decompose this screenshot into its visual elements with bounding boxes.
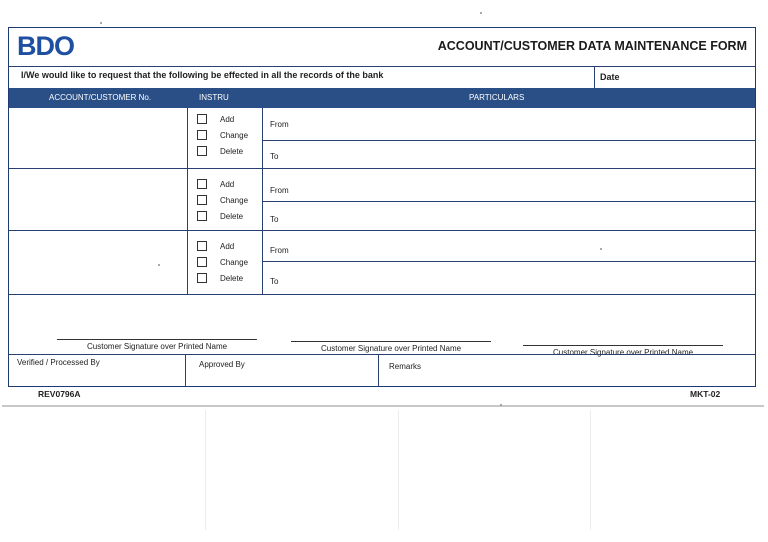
scan-speck [100, 22, 102, 24]
from-label: From [270, 120, 289, 129]
paper-fold [590, 410, 591, 530]
from-label: From [270, 186, 289, 195]
scan-speck [600, 248, 602, 250]
delete-label: Delete [220, 274, 244, 283]
signature-caption: Customer Signature over Printed Name [87, 342, 228, 351]
divider [9, 294, 755, 295]
approved-field[interactable] [189, 370, 374, 384]
delete-label: Delete [220, 212, 244, 221]
paper-edge [2, 405, 764, 407]
column-header-bar [9, 88, 755, 108]
add-checkbox[interactable] [197, 241, 207, 251]
scan-speck [480, 12, 482, 14]
scan-speck [158, 264, 160, 266]
account-number-field[interactable] [13, 172, 183, 226]
date-label: Date [600, 72, 620, 82]
add-label: Add [220, 242, 235, 251]
divider [262, 261, 755, 262]
bdo-logo: BDO [17, 31, 74, 61]
change-checkbox[interactable] [197, 257, 207, 267]
divider [9, 168, 755, 169]
from-field[interactable] [299, 112, 749, 138]
change-checkbox[interactable] [197, 195, 207, 205]
form-title: ACCOUNT/CUSTOMER DATA MAINTENANCE FORM [437, 39, 747, 53]
column-header-account: ACCOUNT/CUSTOMER No. [49, 93, 152, 102]
delete-label: Delete [220, 147, 244, 156]
divider [187, 108, 188, 294]
signature-caption: Customer Signature over Printed Name [553, 348, 694, 357]
change-checkbox[interactable] [197, 130, 207, 140]
date-field[interactable] [629, 68, 749, 86]
signature-caption: Customer Signature over Printed Name [321, 344, 462, 353]
divider [262, 201, 755, 202]
to-label: To [270, 152, 279, 161]
add-label: Add [220, 180, 235, 189]
delete-checkbox[interactable] [197, 211, 207, 221]
request-statement: I/We would like to request that the following be effected in all the records of the bank [21, 70, 384, 80]
divider [378, 354, 379, 386]
signature-line[interactable] [57, 339, 257, 340]
divider [262, 140, 755, 141]
divider [9, 66, 755, 67]
divider [594, 66, 595, 88]
scan-speck [500, 404, 502, 406]
delete-checkbox[interactable] [197, 146, 207, 156]
change-label: Change [220, 196, 249, 205]
to-field[interactable] [299, 143, 749, 166]
add-checkbox[interactable] [197, 114, 207, 124]
to-label: To [270, 215, 279, 224]
remarks-label: Remarks [389, 362, 422, 371]
add-checkbox[interactable] [197, 179, 207, 189]
paper-fold [398, 410, 399, 530]
revision-code: REV0796A [38, 389, 81, 399]
divider [9, 230, 755, 231]
divider [185, 354, 186, 386]
verified-field[interactable] [13, 370, 181, 384]
signature-line[interactable] [523, 345, 723, 346]
change-label: Change [220, 131, 249, 140]
delete-checkbox[interactable] [197, 273, 207, 283]
account-number-field[interactable] [13, 112, 183, 164]
to-field[interactable] [299, 265, 749, 292]
from-label: From [270, 246, 289, 255]
signature-line[interactable] [291, 341, 491, 342]
column-header-particulars: PARTICULARS [469, 93, 525, 102]
approved-label: Approved By [199, 360, 245, 369]
paper-fold [205, 410, 206, 530]
from-field[interactable] [299, 172, 749, 199]
verified-label: Verified / Processed By [17, 358, 100, 367]
from-field[interactable] [299, 233, 749, 259]
to-label: To [270, 277, 279, 286]
form-code: MKT-02 [690, 389, 721, 399]
change-label: Change [220, 258, 249, 267]
add-label: Add [220, 115, 235, 124]
to-field[interactable] [299, 204, 749, 228]
remarks-field[interactable] [429, 358, 749, 384]
divider [9, 354, 755, 355]
column-header-instru: INSTRU [199, 93, 229, 102]
maintenance-form [8, 27, 756, 387]
account-number-field[interactable] [13, 234, 183, 290]
